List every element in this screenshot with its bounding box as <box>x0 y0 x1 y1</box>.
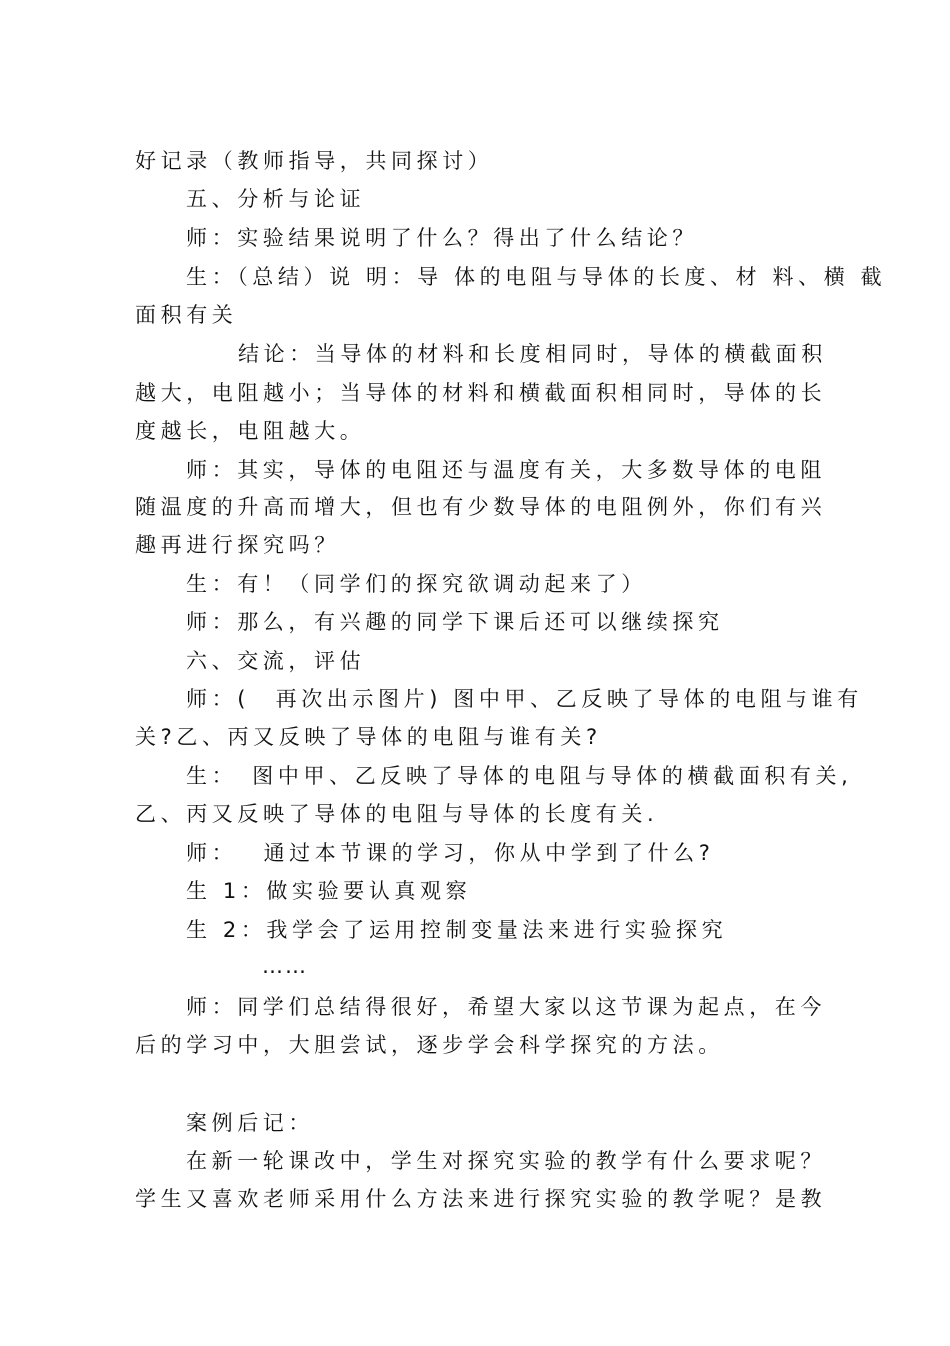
text-line: 度越长，电阻越大。 <box>135 419 366 443</box>
text-line: 后的学习中，大胆尝试，逐步学会科学探究的方法。 <box>135 1033 724 1057</box>
text-line: 好记录（教师指导，共同探讨） <box>135 149 494 173</box>
text-line: 学生又喜欢老师采用什么方法来进行探究实验的教学呢？是教 <box>135 1187 827 1211</box>
text-line: 师：同学们总结得很好，希望大家以这节课为起点，在今 <box>186 995 826 1019</box>
text-line: 师： 通过本节课的学习，你从中学到了什么? <box>186 841 715 865</box>
text-line: 在新一轮课改中，学生对探究实验的教学有什么要求呢？ <box>186 1149 826 1173</box>
text-line: 生：有！（同学们的探究欲调动起来了） <box>186 572 647 596</box>
text-line: 生 1：做实验要认真观察 <box>186 879 472 903</box>
section-heading-analysis: 五、分析与论证 <box>186 187 366 211</box>
text-line: 生 2：我学会了运用控制变量法来进行实验探究 <box>186 918 728 942</box>
text-line: 面积有关 <box>135 303 238 327</box>
ellipsis: …… <box>262 954 308 978</box>
section-heading-afterword: 案例后记： <box>186 1111 314 1135</box>
text-line: 越大，电阻越小；当导体的材料和横截面积相同时，导体的长 <box>135 381 827 405</box>
text-line: 乙、丙又反映了导体的电阻与导体的长度有关. <box>135 802 659 826</box>
text-line: 随温度的升高而增大，但也有少数导体的电阻例外，你们有兴 <box>135 495 827 519</box>
text-line: 师：实验结果说明了什么？得出了什么结论？ <box>186 226 698 250</box>
conclusion-line: 结论：当导体的材料和长度相同时，导体的横截面积 <box>238 342 827 366</box>
text-line: 师：( 再次出示图片) 图中甲、乙反映了导体的电阻与谁有 <box>186 687 863 711</box>
text-line: 师：那么，有兴趣的同学下课后还可以继续探究 <box>186 610 724 634</box>
text-line: 生：（总结）说 明：导 体的电阻与导体的长度、材 料、横 截 <box>186 265 887 289</box>
text-line: 师：其实，导体的电阻还与温度有关，大多数导体的电阻 <box>186 458 826 482</box>
text-line: 关?乙、丙又反映了导体的电阻与谁有关? <box>135 725 602 749</box>
section-heading-evaluation: 六、交流，评估 <box>186 649 366 673</box>
text-line: 趣再进行探究吗？ <box>135 533 340 557</box>
text-line: 生： 图中甲、乙反映了导体的电阻与导体的横截面积有关, <box>186 764 853 788</box>
